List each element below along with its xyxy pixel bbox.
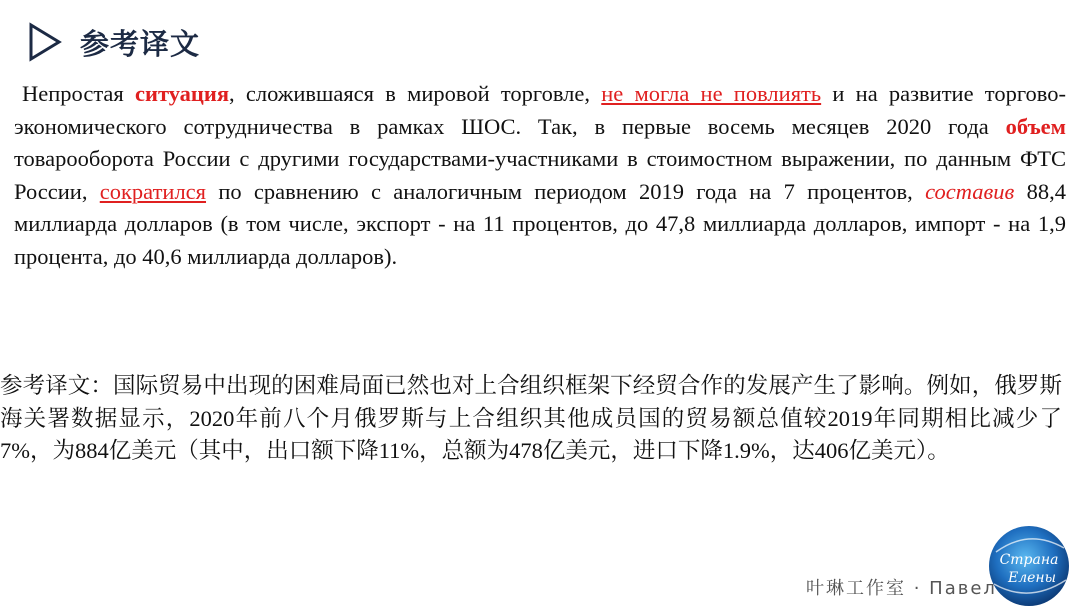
- keyword-amounting: составив: [925, 178, 1015, 204]
- play-outline-icon: [28, 22, 62, 62]
- text-segment: по сравнению с аналогичным периодом 2019 года на 7 процентов,: [206, 178, 926, 204]
- slide-title: 参考译文: [80, 26, 201, 61]
- keyword-could-not-but-affect: не могла не повлиять: [601, 81, 822, 106]
- keyword-situation: ситуация: [135, 81, 230, 106]
- text-segment: , сложившаяся в мировой торговле,: [229, 81, 602, 106]
- keyword-volume: объем: [1005, 113, 1066, 139]
- text-segment: Непростая: [22, 81, 136, 106]
- text-segment: товарооборота России с другими государствами-участниками в стоимостном выражении, по данным ФТС России,: [14, 146, 1066, 204]
- text-segment: и на развитие торгово-экономического сотрудничества в рамках ШОС. Так, в первые восемь месяцев 2020 года: [14, 81, 1066, 139]
- russian-paragraph: [14, 78, 1066, 273]
- logo-line-1: Страна: [999, 552, 1059, 568]
- slide-header: [28, 20, 200, 64]
- chinese-translation-paragraph: 参考译文：国际贸易中出现的困难局面已然也对上合组织框架下经贸合作的发展产生了影响。例如，俄罗斯海关署数据显示，2020年前八个月俄罗斯与上合组织其他成员国的贸易额总值较2019年同期相比减少了7%，为884亿美元（其中，出口额下降11%，总额为478亿美元，进口下降1.9%，达406亿美元）。: [0, 373, 1062, 463]
- studio-logo: [984, 522, 1074, 608]
- logo-line-2: Елены: [1007, 570, 1057, 586]
- keyword-decreased: сократился: [99, 178, 207, 204]
- footer-studio-credit: 叶琳工作室 · Павел: [806, 578, 997, 599]
- text-segment: 88,4 миллиарда долларов (в том числе, экспорт - на 11 процентов, до 47,8 миллиарда долларов, импорт - на 1,9 процента, до 40,6 миллиарда долларов).: [14, 178, 1066, 269]
